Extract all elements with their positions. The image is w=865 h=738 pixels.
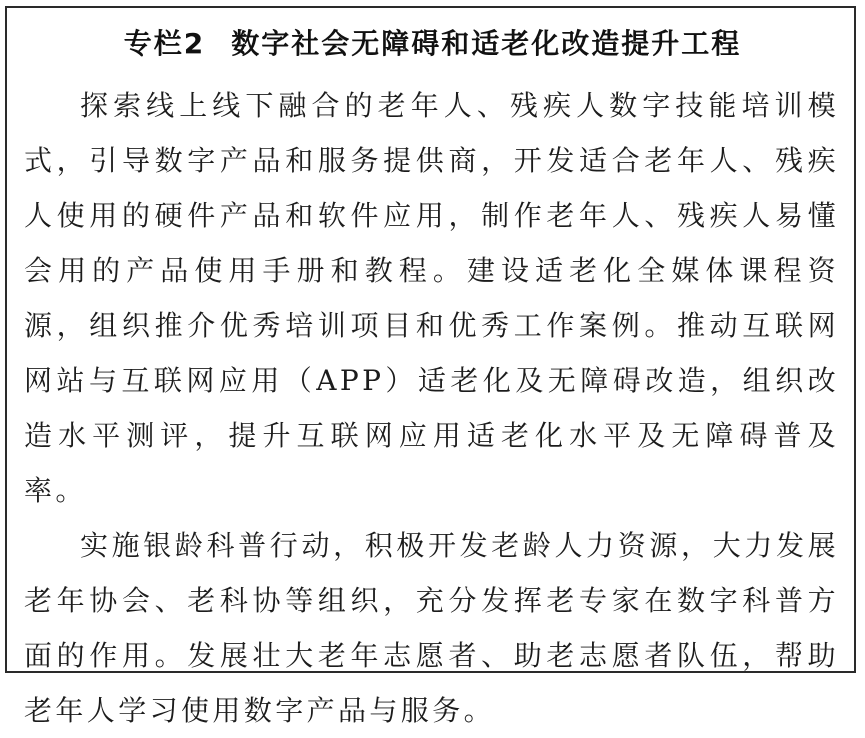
paragraph-2: 实施银龄科普行动，积极开发老龄人力资源，大力发展老年协会、老科协等组织，充分发挥老专家在数字科普方面的作用。发展壮大老年志愿者、助老志愿者队伍，帮助老年人学习使用数字产品与服务。 (24, 529, 839, 727)
column-body (24, 78, 839, 738)
paragraph-1: 探索线上线下融合的老年人、残疾人数字技能培训模式，引导数字产品和服务提供商，开发适合老年人、残疾人使用的硬件产品和软件应用，制作老年人、残疾人易懂会用的产品使用手册和教程。建设适老化全媒体课程资源，组织推介优秀培训项目和优秀工作案例。推动互联网网站与互联网应用（APP）适老化及无障碍改造，组织改造水平测评，提升互联网应用适老化水平及无障碍普及率。 (24, 89, 839, 507)
column-title-text: 数字社会无障碍和适老化改造提升工程 (231, 27, 742, 60)
column-title (0, 26, 865, 62)
column-number: 专栏2 (123, 27, 206, 60)
